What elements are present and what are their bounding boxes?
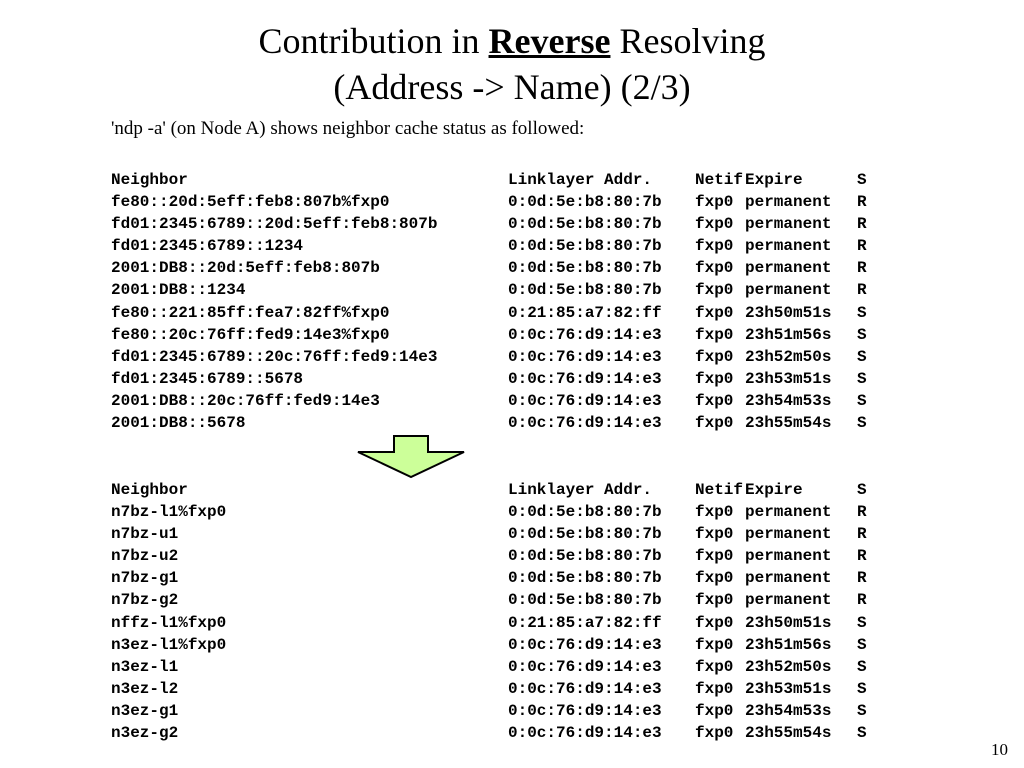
cell-neighbor: 2001:DB8::1234 (111, 281, 246, 300)
cell-s: S (857, 325, 867, 344)
cell-s: S (857, 613, 867, 632)
table-row (111, 324, 877, 346)
cell-s: R (857, 237, 867, 256)
cell-linklayer: 0:0c:76:d9:14:e3 (508, 701, 662, 720)
cell-netif: fxp0 (695, 303, 734, 322)
cell-linklayer: 0:0c:76:d9:14:e3 (508, 635, 662, 654)
cell-neighbor: fe80::20d:5eff:feb8:807b%fxp0 (111, 193, 390, 212)
cell-expire: 23h54m53s (745, 701, 832, 720)
table-row (111, 523, 877, 545)
cell-linklayer: 0:0d:5e:b8:80:7b (508, 237, 662, 256)
table-row (111, 368, 877, 390)
table-row (111, 302, 877, 324)
cell-netif: fxp0 (695, 525, 734, 544)
cell-netif: fxp0 (695, 547, 734, 566)
header-netif: Netif (695, 481, 744, 499)
table-row (111, 390, 877, 412)
header-netif: Netif (695, 171, 744, 189)
cell-netif: fxp0 (695, 347, 734, 366)
cell-neighbor: n3ez-l1 (111, 657, 179, 676)
header-s: S (857, 481, 867, 499)
cell-netif: fxp0 (695, 503, 734, 522)
cell-s: R (857, 525, 867, 544)
cell-expire: permanent (745, 281, 832, 300)
cell-linklayer: 0:0d:5e:b8:80:7b (508, 525, 662, 544)
cell-neighbor: n3ez-g1 (111, 701, 179, 720)
cell-linklayer: 0:0d:5e:b8:80:7b (508, 281, 662, 300)
table-row (111, 501, 877, 523)
cell-expire: permanent (745, 547, 832, 566)
header-expire: Expire (745, 171, 803, 189)
table-row (111, 722, 877, 744)
cell-linklayer: 0:0d:5e:b8:80:7b (508, 503, 662, 522)
table-row (111, 678, 877, 700)
table-row (111, 346, 877, 368)
table-row (111, 634, 877, 656)
cell-netif: fxp0 (695, 237, 734, 256)
cell-neighbor: nffz-l1%fxp0 (111, 613, 227, 632)
cell-linklayer: 0:0c:76:d9:14:e3 (508, 325, 662, 344)
cell-linklayer: 0:0d:5e:b8:80:7b (508, 569, 662, 588)
cell-netif: fxp0 (695, 679, 734, 698)
cell-neighbor: 2001:DB8::5678 (111, 414, 246, 433)
neighbor-table-before (111, 169, 877, 434)
title-line-2: (Address -> Name) (2/3) (333, 67, 691, 107)
cell-expire: 23h52m50s (745, 347, 832, 366)
cell-s: S (857, 701, 867, 720)
cell-netif: fxp0 (695, 701, 734, 720)
header-expire: Expire (745, 481, 803, 499)
table-row (111, 589, 877, 611)
cell-s: S (857, 347, 867, 366)
header-s: S (857, 171, 867, 189)
cell-s: R (857, 591, 867, 610)
cell-s: S (857, 724, 867, 743)
table-row (111, 235, 877, 257)
cell-s: R (857, 259, 867, 278)
cell-linklayer: 0:0d:5e:b8:80:7b (508, 259, 662, 278)
title-suffix: Resolving (610, 21, 766, 61)
cell-s: S (857, 414, 867, 433)
down-arrow-icon (354, 434, 468, 480)
cell-linklayer: 0:21:85:a7:82:ff (508, 303, 662, 322)
cell-expire: 23h52m50s (745, 657, 832, 676)
cell-expire: permanent (745, 503, 832, 522)
table-row (111, 191, 877, 213)
cell-netif: fxp0 (695, 724, 734, 743)
cell-s: R (857, 569, 867, 588)
header-linklayer: Linklayer Addr. (508, 481, 653, 499)
cell-neighbor: n7bz-g1 (111, 569, 179, 588)
cell-linklayer: 0:21:85:a7:82:ff (508, 613, 662, 632)
slide-title (0, 18, 1024, 110)
cell-neighbor: n3ez-g2 (111, 724, 179, 743)
cell-s: S (857, 679, 867, 698)
cell-netif: fxp0 (695, 193, 734, 212)
cell-s: R (857, 193, 867, 212)
table-header-row (111, 479, 877, 501)
cell-neighbor: fd01:2345:6789::20c:76ff:fed9:14e3 (111, 347, 438, 366)
cell-netif: fxp0 (695, 657, 734, 676)
cell-netif: fxp0 (695, 259, 734, 278)
neighbor-table-after (111, 479, 877, 744)
cell-netif: fxp0 (695, 414, 734, 433)
cell-neighbor: n7bz-u1 (111, 525, 179, 544)
table-row (111, 545, 877, 567)
cell-linklayer: 0:0c:76:d9:14:e3 (508, 679, 662, 698)
cell-expire: 23h51m56s (745, 325, 832, 344)
cell-netif: fxp0 (695, 369, 734, 388)
header-neighbor: Neighbor (111, 171, 188, 189)
cell-neighbor: fe80::221:85ff:fea7:82ff%fxp0 (111, 303, 390, 322)
cell-neighbor: fd01:2345:6789::1234 (111, 237, 304, 256)
cell-expire: 23h54m53s (745, 391, 832, 410)
down-arrow-shape (358, 436, 464, 477)
cell-expire: 23h50m51s (745, 303, 832, 322)
cell-neighbor: 2001:DB8::20c:76ff:fed9:14e3 (111, 391, 380, 410)
header-neighbor: Neighbor (111, 481, 188, 499)
cell-linklayer: 0:0c:76:d9:14:e3 (508, 724, 662, 743)
header-linklayer: Linklayer Addr. (508, 171, 653, 189)
table-header-row (111, 169, 877, 191)
cell-linklayer: 0:0d:5e:b8:80:7b (508, 193, 662, 212)
cell-neighbor: n7bz-l1%fxp0 (111, 503, 227, 522)
cell-s: R (857, 215, 867, 234)
intro-text: 'ndp -a' (on Node A) shows neighbor cache status as followed: (111, 118, 585, 139)
table-row (111, 257, 877, 279)
cell-s: S (857, 303, 867, 322)
cell-s: R (857, 281, 867, 300)
cell-netif: fxp0 (695, 281, 734, 300)
cell-neighbor: fd01:2345:6789::5678 (111, 369, 304, 388)
cell-linklayer: 0:0d:5e:b8:80:7b (508, 215, 662, 234)
table-row (111, 700, 877, 722)
cell-neighbor: fd01:2345:6789::20d:5eff:feb8:807b (111, 215, 438, 234)
table-row (111, 412, 877, 434)
cell-expire: permanent (745, 569, 832, 588)
cell-linklayer: 0:0c:76:d9:14:e3 (508, 657, 662, 676)
cell-expire: 23h53m51s (745, 369, 832, 388)
cell-expire: permanent (745, 591, 832, 610)
cell-netif: fxp0 (695, 613, 734, 632)
cell-netif: fxp0 (695, 391, 734, 410)
cell-expire: 23h50m51s (745, 613, 832, 632)
cell-s: S (857, 635, 867, 654)
cell-s: S (857, 391, 867, 410)
cell-neighbor: 2001:DB8::20d:5eff:feb8:807b (111, 259, 380, 278)
cell-linklayer: 0:0c:76:d9:14:e3 (508, 347, 662, 366)
cell-neighbor: n3ez-l1%fxp0 (111, 635, 227, 654)
cell-expire: permanent (745, 215, 832, 234)
cell-linklayer: 0:0c:76:d9:14:e3 (508, 369, 662, 388)
cell-expire: permanent (745, 237, 832, 256)
cell-netif: fxp0 (695, 215, 734, 234)
cell-netif: fxp0 (695, 325, 734, 344)
cell-expire: 23h51m56s (745, 635, 832, 654)
cell-neighbor: n3ez-l2 (111, 679, 179, 698)
title-line-1 (0, 18, 1024, 64)
cell-expire: 23h55m54s (745, 414, 832, 433)
table-row (111, 612, 877, 634)
table-row (111, 213, 877, 235)
cell-expire: 23h55m54s (745, 724, 832, 743)
cell-s: S (857, 657, 867, 676)
cell-neighbor: fe80::20c:76ff:fed9:14e3%fxp0 (111, 325, 390, 344)
page-number: 10 (991, 740, 1008, 759)
cell-neighbor: n7bz-g2 (111, 591, 179, 610)
cell-s: S (857, 369, 867, 388)
cell-netif: fxp0 (695, 569, 734, 588)
cell-expire: permanent (745, 525, 832, 544)
cell-linklayer: 0:0c:76:d9:14:e3 (508, 414, 662, 433)
cell-expire: permanent (745, 259, 832, 278)
cell-linklayer: 0:0d:5e:b8:80:7b (508, 591, 662, 610)
cell-linklayer: 0:0c:76:d9:14:e3 (508, 391, 662, 410)
cell-s: R (857, 503, 867, 522)
cell-expire: permanent (745, 193, 832, 212)
cell-s: R (857, 547, 867, 566)
title-emphasis: Reverse (488, 21, 611, 61)
table-row (111, 567, 877, 589)
table-row (111, 656, 877, 678)
title-prefix: Contribution in (258, 21, 489, 61)
cell-linklayer: 0:0d:5e:b8:80:7b (508, 547, 662, 566)
cell-netif: fxp0 (695, 591, 734, 610)
cell-netif: fxp0 (695, 635, 734, 654)
table-row (111, 279, 877, 301)
cell-neighbor: n7bz-u2 (111, 547, 179, 566)
cell-expire: 23h53m51s (745, 679, 832, 698)
